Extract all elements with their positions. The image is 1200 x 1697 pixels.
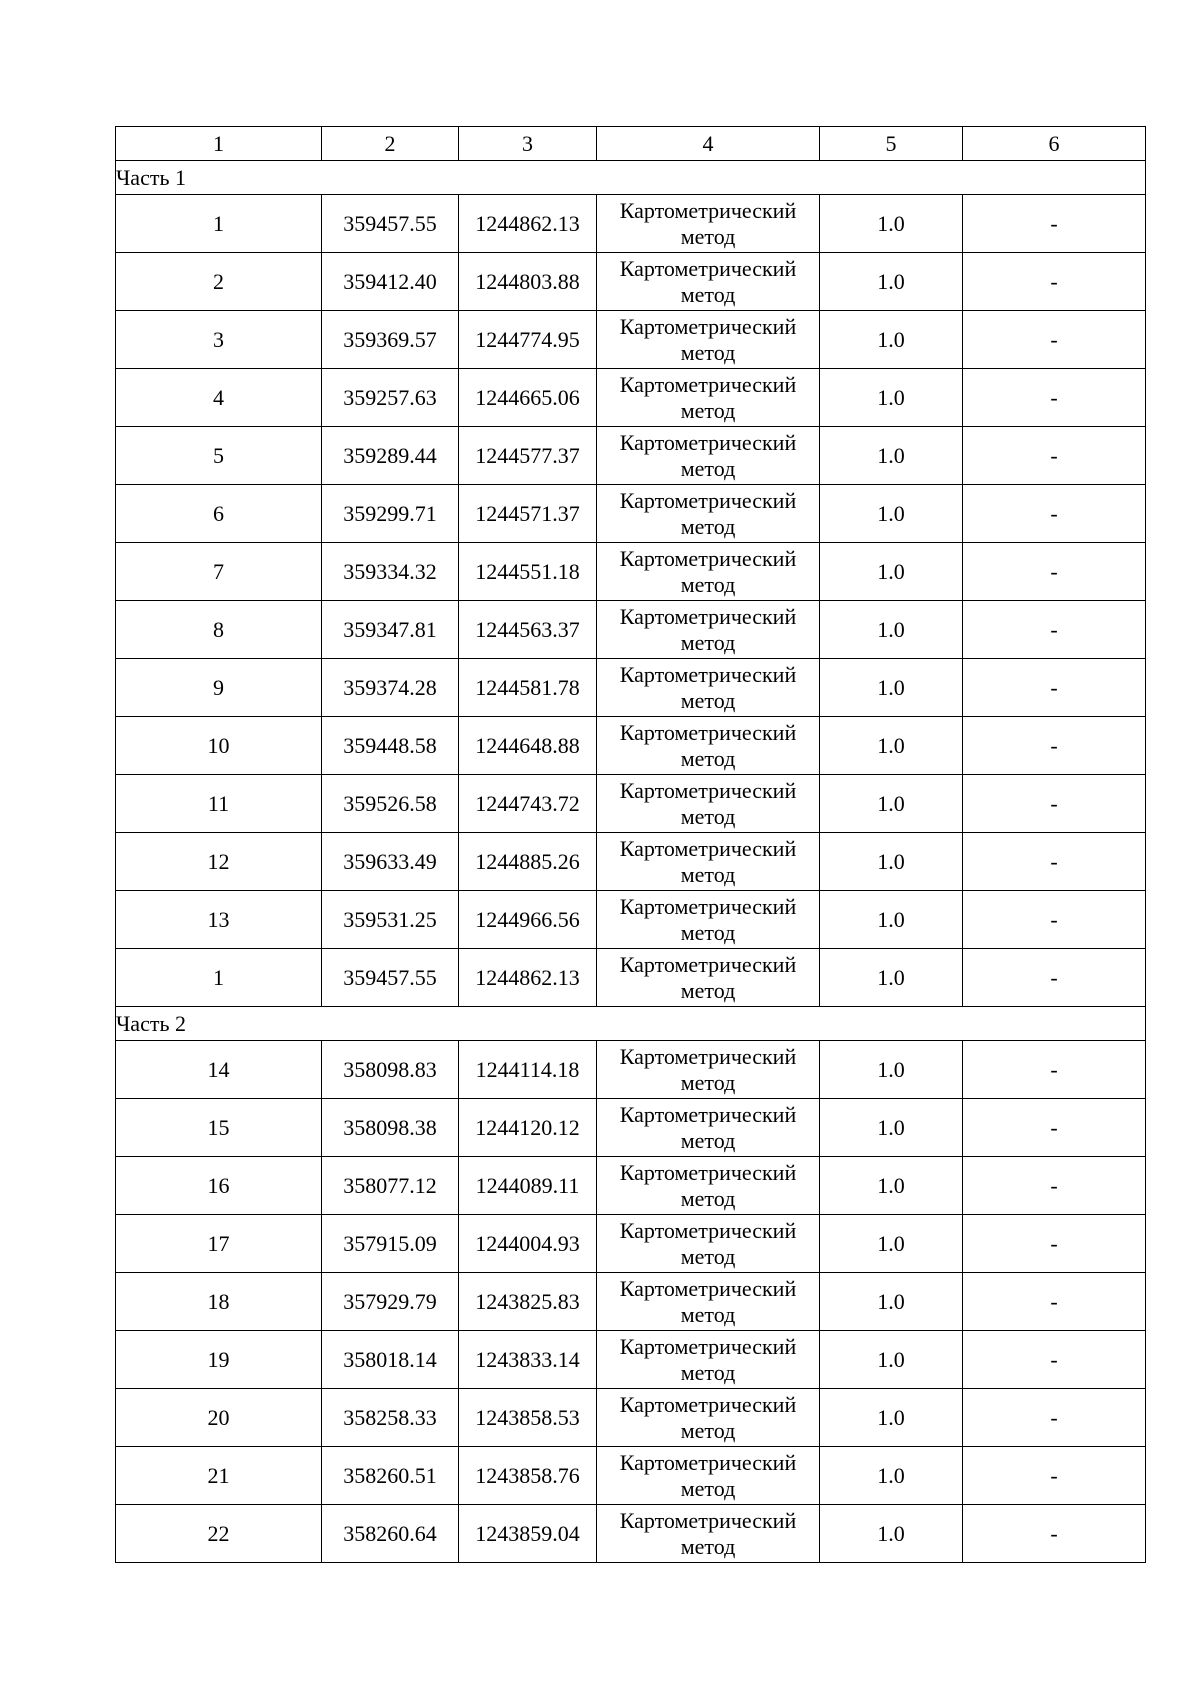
point-number-cell: 1: [116, 949, 322, 1007]
y-coordinate-cell: 1243833.14: [459, 1331, 597, 1389]
column-number-6: 6: [963, 127, 1146, 161]
description-cell: -: [963, 427, 1146, 485]
point-number-cell: 3: [116, 311, 322, 369]
x-coordinate-cell: 359257.63: [322, 369, 459, 427]
method-cell: Картометрический метод: [597, 1273, 820, 1331]
description-cell: -: [963, 1389, 1146, 1447]
method-cell: Картометрический метод: [597, 311, 820, 369]
point-number-cell: 5: [116, 427, 322, 485]
table-row: [116, 1273, 1146, 1331]
y-coordinate-cell: 1244571.37: [459, 485, 597, 543]
table-row: [116, 775, 1146, 833]
description-cell: -: [963, 485, 1146, 543]
method-cell: Картометрический метод: [597, 1505, 820, 1563]
x-coordinate-cell: 359531.25: [322, 891, 459, 949]
y-coordinate-cell: 1244004.93: [459, 1215, 597, 1273]
description-cell: -: [963, 659, 1146, 717]
method-cell: Картометрический метод: [597, 949, 820, 1007]
x-coordinate-cell: 357929.79: [322, 1273, 459, 1331]
table-row: [116, 601, 1146, 659]
y-coordinate-cell: 1244648.88: [459, 717, 597, 775]
point-number-cell: 13: [116, 891, 322, 949]
method-cell: Картометрический метод: [597, 1447, 820, 1505]
table-row: [116, 1389, 1146, 1447]
point-number-cell: 14: [116, 1041, 322, 1099]
point-number-cell: 20: [116, 1389, 322, 1447]
method-cell: Картометрический метод: [597, 485, 820, 543]
table-row: [116, 253, 1146, 311]
x-coordinate-cell: 358098.38: [322, 1099, 459, 1157]
x-coordinate-cell: 359457.55: [322, 195, 459, 253]
method-cell: Картометрический метод: [597, 1215, 820, 1273]
table-row: [116, 833, 1146, 891]
x-coordinate-cell: 359374.28: [322, 659, 459, 717]
accuracy-cell: 1.0: [820, 833, 963, 891]
method-cell: Картометрический метод: [597, 659, 820, 717]
method-cell: Картометрический метод: [597, 833, 820, 891]
column-number-header-row: [116, 127, 1146, 161]
description-cell: -: [963, 311, 1146, 369]
method-cell: Картометрический метод: [597, 369, 820, 427]
x-coordinate-cell: 358260.64: [322, 1505, 459, 1563]
part-title-row: [116, 1007, 1146, 1041]
accuracy-cell: 1.0: [820, 1157, 963, 1215]
table-row: [116, 891, 1146, 949]
description-cell: -: [963, 1041, 1146, 1099]
point-number-cell: 15: [116, 1099, 322, 1157]
accuracy-cell: 1.0: [820, 1215, 963, 1273]
accuracy-cell: 1.0: [820, 1041, 963, 1099]
method-cell: Картометрический метод: [597, 891, 820, 949]
table-row: [116, 1157, 1146, 1215]
column-number-5: 5: [820, 127, 963, 161]
y-coordinate-cell: 1244966.56: [459, 891, 597, 949]
table-row: [116, 1447, 1146, 1505]
table-row: [116, 485, 1146, 543]
description-cell: -: [963, 369, 1146, 427]
table-row: [116, 1099, 1146, 1157]
description-cell: -: [963, 253, 1146, 311]
y-coordinate-cell: 1244885.26: [459, 833, 597, 891]
point-number-cell: 4: [116, 369, 322, 427]
column-number-1: 1: [116, 127, 322, 161]
method-cell: Картометрический метод: [597, 543, 820, 601]
x-coordinate-cell: 359369.57: [322, 311, 459, 369]
y-coordinate-cell: 1244120.12: [459, 1099, 597, 1157]
accuracy-cell: 1.0: [820, 485, 963, 543]
point-number-cell: 21: [116, 1447, 322, 1505]
column-number-4: 4: [597, 127, 820, 161]
method-cell: Картометрический метод: [597, 775, 820, 833]
method-cell: Картометрический метод: [597, 601, 820, 659]
point-number-cell: 12: [116, 833, 322, 891]
accuracy-cell: 1.0: [820, 949, 963, 1007]
part-title-row: [116, 161, 1146, 195]
table-row: [116, 1331, 1146, 1389]
y-coordinate-cell: 1243859.04: [459, 1505, 597, 1563]
point-number-cell: 2: [116, 253, 322, 311]
y-coordinate-cell: 1244581.78: [459, 659, 597, 717]
y-coordinate-cell: 1243858.76: [459, 1447, 597, 1505]
table-row: [116, 1215, 1146, 1273]
accuracy-cell: 1.0: [820, 195, 963, 253]
y-coordinate-cell: 1244551.18: [459, 543, 597, 601]
description-cell: -: [963, 543, 1146, 601]
method-cell: Картометрический метод: [597, 1157, 820, 1215]
description-cell: -: [963, 1331, 1146, 1389]
y-coordinate-cell: 1244743.72: [459, 775, 597, 833]
table-row: [116, 543, 1146, 601]
table-row: [116, 659, 1146, 717]
y-coordinate-cell: 1244774.95: [459, 311, 597, 369]
x-coordinate-cell: 357915.09: [322, 1215, 459, 1273]
x-coordinate-cell: 359289.44: [322, 427, 459, 485]
description-cell: -: [963, 833, 1146, 891]
method-cell: Картометрический метод: [597, 1331, 820, 1389]
y-coordinate-cell: 1244563.37: [459, 601, 597, 659]
accuracy-cell: 1.0: [820, 369, 963, 427]
table-row: [116, 949, 1146, 1007]
x-coordinate-cell: 358260.51: [322, 1447, 459, 1505]
table-row: [116, 1505, 1146, 1563]
description-cell: -: [963, 601, 1146, 659]
accuracy-cell: 1.0: [820, 253, 963, 311]
description-cell: -: [963, 1273, 1146, 1331]
accuracy-cell: 1.0: [820, 659, 963, 717]
y-coordinate-cell: 1243858.53: [459, 1389, 597, 1447]
table-row: [116, 369, 1146, 427]
part-title: Часть 2: [116, 1007, 1146, 1041]
coordinates-table-body: [116, 127, 1146, 1563]
accuracy-cell: 1.0: [820, 601, 963, 659]
point-number-cell: 16: [116, 1157, 322, 1215]
accuracy-cell: 1.0: [820, 311, 963, 369]
coordinates-table: [115, 126, 1146, 1563]
accuracy-cell: 1.0: [820, 775, 963, 833]
description-cell: -: [963, 1215, 1146, 1273]
accuracy-cell: 1.0: [820, 891, 963, 949]
x-coordinate-cell: 359412.40: [322, 253, 459, 311]
y-coordinate-cell: 1243825.83: [459, 1273, 597, 1331]
point-number-cell: 9: [116, 659, 322, 717]
x-coordinate-cell: 359526.58: [322, 775, 459, 833]
y-coordinate-cell: 1244803.88: [459, 253, 597, 311]
description-cell: -: [963, 1505, 1146, 1563]
y-coordinate-cell: 1244114.18: [459, 1041, 597, 1099]
y-coordinate-cell: 1244089.11: [459, 1157, 597, 1215]
description-cell: -: [963, 1447, 1146, 1505]
method-cell: Картометрический метод: [597, 1099, 820, 1157]
table-row: [116, 717, 1146, 775]
x-coordinate-cell: 359334.32: [322, 543, 459, 601]
accuracy-cell: 1.0: [820, 717, 963, 775]
accuracy-cell: 1.0: [820, 1505, 963, 1563]
x-coordinate-cell: 359633.49: [322, 833, 459, 891]
table-row: [116, 1041, 1146, 1099]
point-number-cell: 1: [116, 195, 322, 253]
point-number-cell: 10: [116, 717, 322, 775]
description-cell: -: [963, 1099, 1146, 1157]
method-cell: Картометрический метод: [597, 253, 820, 311]
y-coordinate-cell: 1244862.13: [459, 195, 597, 253]
column-number-3: 3: [459, 127, 597, 161]
point-number-cell: 11: [116, 775, 322, 833]
point-number-cell: 6: [116, 485, 322, 543]
x-coordinate-cell: 358258.33: [322, 1389, 459, 1447]
accuracy-cell: 1.0: [820, 543, 963, 601]
method-cell: Картометрический метод: [597, 717, 820, 775]
table-row: [116, 427, 1146, 485]
description-cell: -: [963, 891, 1146, 949]
x-coordinate-cell: 359457.55: [322, 949, 459, 1007]
y-coordinate-cell: 1244577.37: [459, 427, 597, 485]
x-coordinate-cell: 359347.81: [322, 601, 459, 659]
x-coordinate-cell: 359299.71: [322, 485, 459, 543]
table-row: [116, 195, 1146, 253]
method-cell: Картометрический метод: [597, 427, 820, 485]
x-coordinate-cell: 359448.58: [322, 717, 459, 775]
part-title: Часть 1: [116, 161, 1146, 195]
description-cell: -: [963, 195, 1146, 253]
x-coordinate-cell: 358018.14: [322, 1331, 459, 1389]
document-page: [115, 126, 1145, 1563]
accuracy-cell: 1.0: [820, 427, 963, 485]
table-row: [116, 311, 1146, 369]
method-cell: Картометрический метод: [597, 1041, 820, 1099]
column-number-2: 2: [322, 127, 459, 161]
description-cell: -: [963, 775, 1146, 833]
accuracy-cell: 1.0: [820, 1389, 963, 1447]
accuracy-cell: 1.0: [820, 1099, 963, 1157]
description-cell: -: [963, 717, 1146, 775]
point-number-cell: 19: [116, 1331, 322, 1389]
method-cell: Картометрический метод: [597, 195, 820, 253]
accuracy-cell: 1.0: [820, 1273, 963, 1331]
point-number-cell: 8: [116, 601, 322, 659]
method-cell: Картометрический метод: [597, 1389, 820, 1447]
point-number-cell: 22: [116, 1505, 322, 1563]
accuracy-cell: 1.0: [820, 1447, 963, 1505]
point-number-cell: 17: [116, 1215, 322, 1273]
point-number-cell: 18: [116, 1273, 322, 1331]
description-cell: -: [963, 1157, 1146, 1215]
point-number-cell: 7: [116, 543, 322, 601]
accuracy-cell: 1.0: [820, 1331, 963, 1389]
description-cell: -: [963, 949, 1146, 1007]
y-coordinate-cell: 1244862.13: [459, 949, 597, 1007]
x-coordinate-cell: 358077.12: [322, 1157, 459, 1215]
x-coordinate-cell: 358098.83: [322, 1041, 459, 1099]
y-coordinate-cell: 1244665.06: [459, 369, 597, 427]
